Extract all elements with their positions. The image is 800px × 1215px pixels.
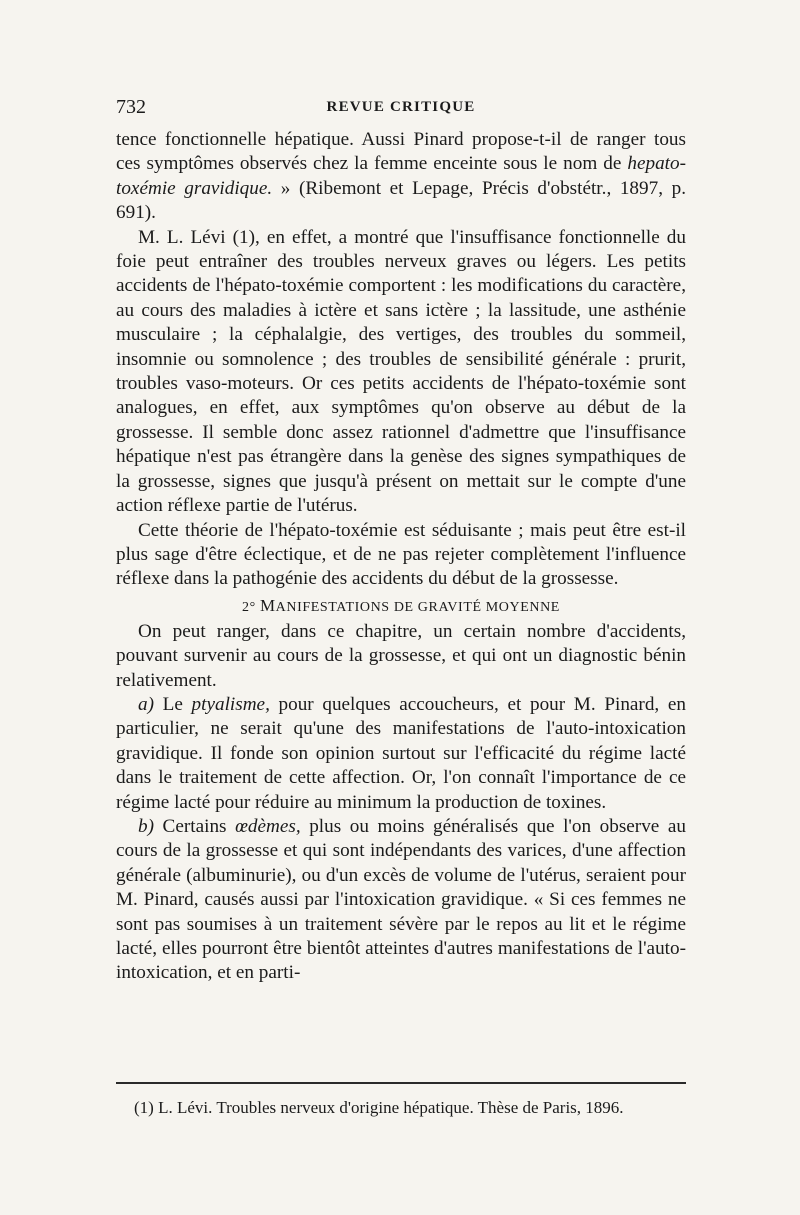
list-marker: b)	[138, 815, 154, 837]
footnote-author: L. Lévi.	[158, 1098, 213, 1117]
list-marker: a)	[138, 693, 154, 715]
footnote-text: Troubles nerveux d'origine hépatique. Thèse de Paris, 1896.	[216, 1098, 624, 1117]
footnote-rule	[116, 1082, 686, 1084]
page-header	[116, 96, 686, 126]
paragraph-5: a) Le ptyalisme, pour quelques accoucheurs, et pour M. Pinard, en particulier, ne serait qu'une des manifestations de l'auto-intoxication gravidique. Il fonde son opinion surtout sur l'efficacité du régime lacté dans le traitement de cette affection. Or, l'on connaît l'importance de ce régime lacté pour réduire au minimum la production de toxines.	[116, 693, 686, 813]
footnote-marker: (1)	[134, 1098, 154, 1117]
paragraph-3: Cette théorie de l'hépato-toxémie est séduisante ; mais peut être est-il plus sage d'être éclectique, et de ne pas rejeter complètement l'influence réflexe dans la pathogénie des accidents du début de la grossesse.	[116, 519, 686, 590]
body-text	[116, 128, 686, 986]
paragraph-1: tence fonctionnelle hépatique. Aussi Pinard propose-t-il de ranger tous ces symptômes observés chez la femme enceinte sous le nom de hepato-toxémie gravidique. » (Ribemont et Lepage, Précis d'obstétr., 1897, p. 691).	[116, 129, 686, 224]
section-heading: 2° MANIFESTATIONS DE GRAVITÉ MOYENNE	[242, 595, 560, 615]
paragraph-4: On peut ranger, dans ce chapitre, un certain nombre d'accidents, pouvant survenir au cours de la grossesse, et qui ont un diagnostic bénin relativement.	[116, 620, 686, 691]
footnote	[134, 1097, 686, 1119]
running-title: REVUE CRITIQUE	[326, 99, 476, 115]
paragraph-2: M. L. Lévi (1), en effet, a montré que l'insuffisance fonctionnelle du foie peut entraîner des troubles nerveux graves ou légers. Les petits accidents de l'hépato-toxémie comportent : les modifications du caractère, au cours des maladies à ictère et sans ictère ; la lassitude, une asthénie musculaire ; la céphalalgie, des vertiges, des troubles du sommeil, insomnie ou somnolence ; des troubles de sensibilité générale : prurit, troubles vaso-moteurs. Or ces petits accidents de l'hépato-toxémie sont analogues, en effet, aux symptômes qu'on observe au début de la grossesse. Il semble donc assez rationnel d'admettre que l'insuffisance hépatique n'est pas étrangère dans la genèse des signes sympathiques de la grossesse, signes que jusqu'à présent on mettait sur le compte d'une action réflexe partie de l'utérus.	[116, 226, 686, 517]
italic-term: hepato-toxémie gravidique.	[116, 153, 686, 199]
paragraph-6: b) Certains œdèmes, plus ou moins généralisés que l'on observe au cours de la grossesse et qui sont indépendants des varices, d'une affection générale (albuminurie), ou d'un excès de volume de l'utérus, seraient pour M. Pinard, causés aussi par l'intoxication gravidique. « Si ces femmes ne sont pas soumises à un traitement sévère par le repos au lit et le régime lacté, elles pourront être bientôt atteintes d'autres manifestations de l'auto-intoxication, et en parti-	[116, 815, 686, 984]
page-number: 732	[116, 96, 146, 118]
italic-term: œdèmes,	[235, 815, 301, 837]
italic-term: ptyalisme,	[191, 693, 270, 715]
